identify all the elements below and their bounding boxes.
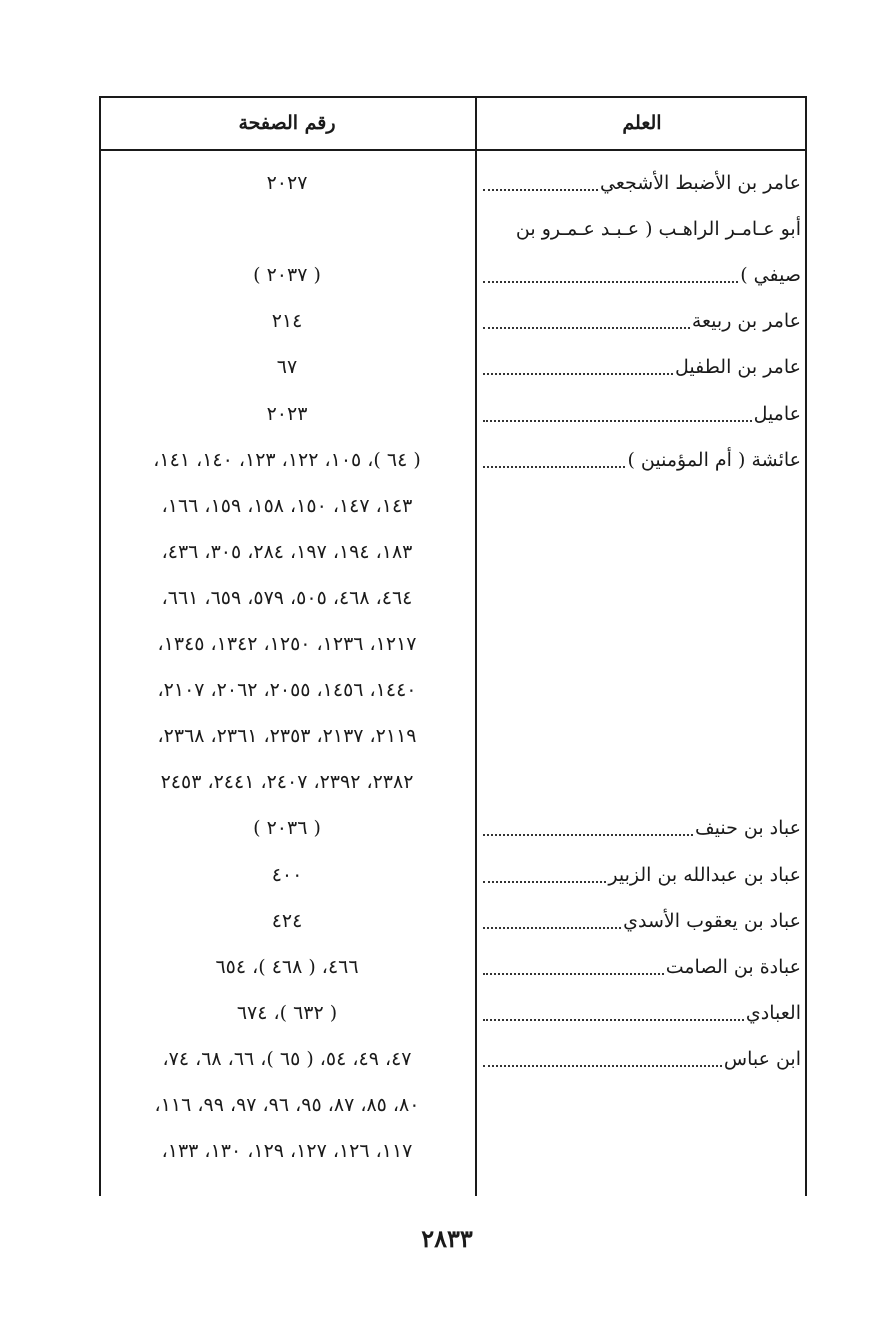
entry-name-cell — [483, 575, 801, 621]
entry-name-cell — [483, 344, 801, 390]
entry-name: ابن عباس — [723, 1047, 801, 1070]
entry-pages: ٢١٤ — [271, 310, 303, 333]
entry-pages: ٦٧ — [276, 356, 298, 379]
entry-name-cell — [483, 898, 801, 944]
entry-pages: ١٨٣، ١٩٤، ١٩٧، ٢٨٤، ٣٠٥، ٤٣٦، — [161, 540, 413, 563]
table-row — [0, 483, 894, 529]
dot-leader — [483, 373, 673, 375]
table-row — [0, 713, 894, 759]
entry-name: عامر بن الطفيل — [674, 356, 801, 379]
dot-leader — [483, 881, 606, 883]
entry-name-cell — [483, 160, 801, 206]
dot-leader — [483, 466, 625, 468]
table-row — [0, 1082, 894, 1128]
dot-leader — [483, 973, 664, 975]
table-row — [0, 805, 894, 851]
table-row — [0, 437, 894, 483]
entry-name: صيفي ) — [740, 264, 801, 287]
table-row — [0, 391, 894, 437]
entry-pages: ( ٢٠٣٦ ) — [253, 817, 321, 840]
dot-leader — [483, 327, 690, 329]
table-row — [0, 621, 894, 667]
table-row — [0, 1036, 894, 1082]
entry-name-cell — [483, 805, 801, 851]
dot-leader — [483, 1065, 722, 1067]
entry-name-cell — [483, 206, 801, 252]
table-row — [0, 898, 894, 944]
entry-name-cell — [483, 252, 801, 298]
dot-leader — [483, 420, 752, 422]
table-row — [0, 944, 894, 990]
entry-pages: ( ٦٤ )، ١٠٥، ١٢٢، ١٢٣، ١٤٠، ١٤١، — [153, 448, 421, 471]
entry-name: عاميل — [753, 402, 801, 425]
table-row — [0, 667, 894, 713]
dot-leader — [483, 1019, 744, 1021]
entry-pages: ٨٠، ٨٥، ٨٧، ٩٥، ٩٦، ٩٧، ٩٩، ١١٦، — [154, 1094, 420, 1116]
entry-pages: ٢٠٢٧ — [266, 172, 308, 194]
entry-pages: ٤٦٤، ٤٦٨، ٥٠٥، ٥٧٩، ٦٥٩، ٦٦١، — [161, 586, 413, 609]
entry-pages: ١٢١٧، ١٢٣٦، ١٢٥٠، ١٣٤٢، ١٣٤٥، — [157, 633, 417, 655]
entry-pages: ١٤٣، ١٤٧، ١٥٠، ١٥٨، ١٥٩، ١٦٦، — [161, 494, 413, 517]
table-row — [0, 990, 894, 1036]
entry-name: عامر بن ربيعة — [691, 310, 801, 333]
entry-pages: ١١٧، ١٢٦، ١٢٧، ١٢٩، ١٣٠، ١٣٣، — [161, 1140, 413, 1163]
entry-name: عباد بن يعقوب الأسدي — [623, 909, 801, 932]
entry-name: عبادة بن الصامت — [665, 955, 801, 978]
entry-name-cell — [483, 667, 801, 713]
entry-pages: ٢٠٢٣ — [266, 402, 308, 425]
entry-name-cell — [483, 713, 801, 759]
entry-name: عباد بن حنيف — [694, 817, 801, 840]
entry-name-cell — [483, 1082, 801, 1128]
page-column-header: رقم الصفحة — [238, 112, 336, 134]
entry-name-cell — [483, 759, 801, 805]
entry-name-cell — [483, 483, 801, 529]
dot-leader — [483, 834, 693, 836]
entry-name-cell — [483, 1036, 801, 1082]
entry-name: عائشة ( أم المؤمنين ) — [627, 448, 801, 471]
entry-pages: ٢١١٩، ٢١٣٧، ٢٣٥٣، ٢٣٦١، ٢٣٦٨، — [157, 725, 417, 748]
table-row — [0, 160, 894, 206]
entry-pages: ٢٣٨٢، ٢٣٩٢، ٢٤٠٧، ٢٤٤١، ٢٤٥٣ — [160, 771, 414, 794]
entry-name: عباد بن عبدالله بن الزبير — [608, 863, 801, 886]
dot-leader — [483, 189, 598, 191]
table-row — [0, 575, 894, 621]
dot-leader — [483, 281, 738, 283]
entry-name-cell — [483, 391, 801, 437]
entry-pages: ٤٠٠ — [271, 863, 303, 886]
entry-pages: ( ٦٣٢ )، ٦٧٤ — [236, 1001, 338, 1024]
entry-name-cell — [483, 990, 801, 1036]
entry-name: أبو عـامـر الراهـب ( عـبـد عـمـرو بن — [515, 218, 801, 241]
table-row — [0, 759, 894, 805]
entry-pages: ٤٦٦، ( ٤٦٨ )، ٦٥٤ — [215, 955, 359, 978]
entry-name: العبادي — [745, 1001, 801, 1024]
entry-name-cell — [483, 852, 801, 898]
header-rule — [99, 149, 807, 151]
entry-pages — [103, 206, 471, 252]
entry-pages: ١٤٤٠، ١٤٥٦، ٢٠٥٥، ٢٠٦٢، ٢١٠٧، — [157, 679, 417, 702]
entry-pages: ( ٢٠٣٧ ) — [253, 264, 321, 287]
entry-pages: ٤٧، ٤٩، ٥٤، ( ٦٥ )، ٦٦، ٦٨، ٧٤، — [162, 1047, 412, 1070]
entry-name-cell — [483, 529, 801, 575]
table-row — [0, 344, 894, 390]
entry-name-cell — [483, 1128, 801, 1174]
entry-name-cell — [483, 944, 801, 990]
table-row — [0, 1128, 894, 1174]
table-row — [0, 206, 894, 252]
dot-leader — [483, 927, 621, 929]
entry-name-cell — [483, 298, 801, 344]
entry-pages: ٤٢٤ — [271, 909, 303, 932]
entry-name-cell — [483, 621, 801, 667]
table-row — [0, 252, 894, 298]
page-number: ٢٨٣٣ — [421, 1224, 473, 1253]
name-column-header: العلم — [622, 112, 662, 134]
table-row — [0, 298, 894, 344]
entry-name-cell — [483, 437, 801, 483]
table-row — [0, 852, 894, 898]
table-row — [0, 529, 894, 575]
entry-name: عامر بن الأضبط الأشجعي — [600, 172, 801, 194]
